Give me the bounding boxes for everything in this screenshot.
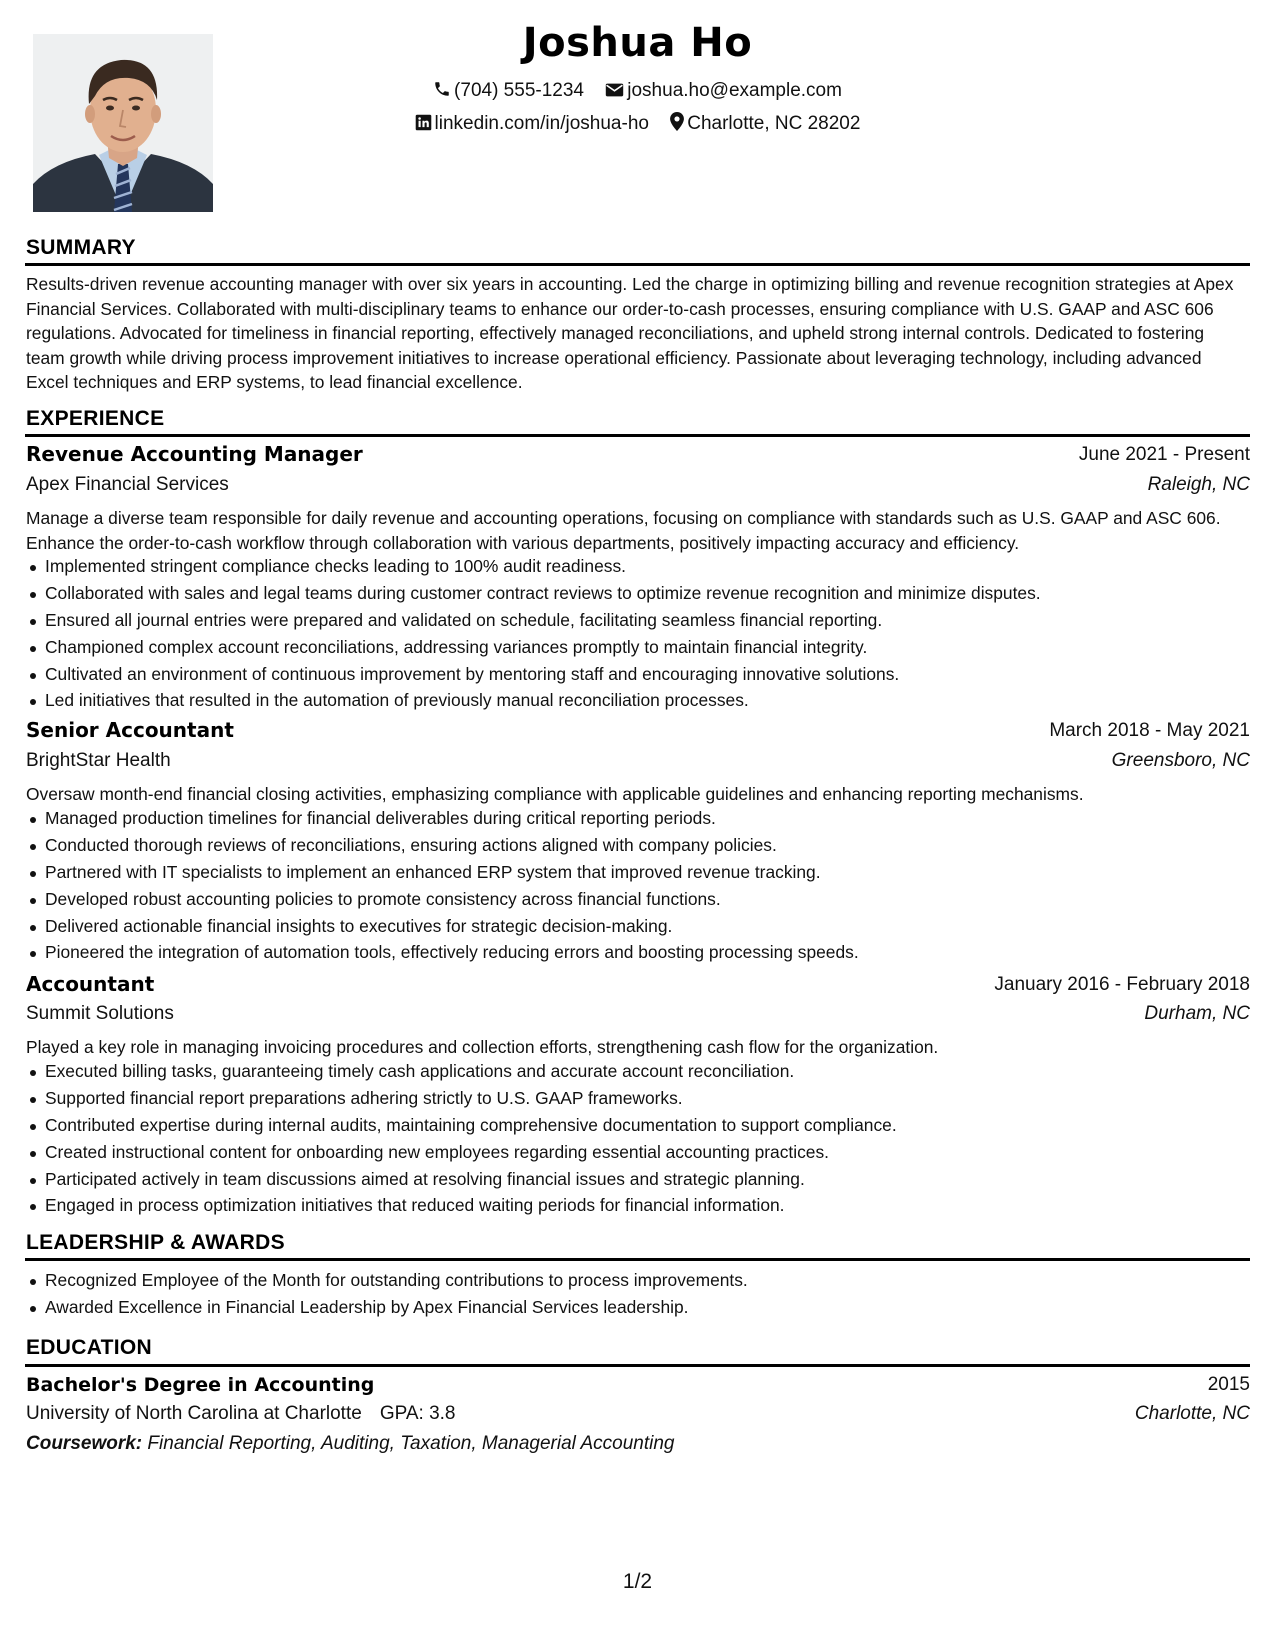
job-description: Manage a diverse team responsible for daily revenue and accounting operations, focusing on compliance with standards such as U.S. GAAP and ASC 606. Enhance the order-to-cash workflow through collaboration with various departments, positively impacting accuracy and efficiency. (26, 508, 1221, 553)
candidate-name: Joshua Ho (522, 20, 753, 66)
leadership-bullets (26, 1267, 1246, 1321)
contact-row-2 (0, 112, 1275, 135)
coursework-label: Coursework: (26, 1433, 143, 1454)
list-item: Delivered actionable financial insights to executives for strategic decision-making. (26, 913, 1246, 940)
list-item: Created instructional content for onboarding new employees regarding essential accounting practices. (26, 1139, 1246, 1166)
phone-contact[interactable] (433, 80, 584, 102)
list-item: Participated actively in team discussions aimed at resolving financial issues and strategic planning. (26, 1166, 1246, 1193)
job-company: Summit Solutions (26, 1003, 174, 1024)
list-item: Developed robust accounting policies to promote consistency across financial functions. (26, 886, 1246, 913)
map-pin-icon (670, 112, 684, 131)
list-item: Executed billing tasks, guaranteeing timely cash applications and accurate account reconciliation. (26, 1058, 1246, 1085)
phone-icon (433, 80, 451, 98)
summary-heading: SUMMARY (26, 236, 136, 259)
envelope-icon (605, 82, 624, 98)
list-item: Pioneered the integration of automation tools, effectively reducing errors and boosting processing speeds. (26, 939, 1246, 966)
job-dates: January 2016 - February 2018 (994, 974, 1250, 995)
list-item: Supported financial report preparations adhering strictly to U.S. GAAP frameworks. (26, 1085, 1246, 1112)
list-item: Collaborated with sales and legal teams during customer contract reviews to optimize revenue recognition and minimize disputes. (26, 580, 1246, 607)
job-bullets (26, 1058, 1246, 1219)
page-number: 1/2 (622, 1570, 653, 1593)
linkedin-contact[interactable] (415, 113, 649, 135)
list-item: Managed production timelines for financial deliverables during critical reporting periods. (26, 805, 1246, 832)
degree-title: Bachelor's Degree in Accounting (26, 1374, 375, 1396)
list-item: Partnered with IT specialists to implement an enhanced ERP system that improved revenue tracking. (26, 859, 1246, 886)
graduation-year: 2015 (1207, 1374, 1250, 1395)
gpa: GPA: 3.8 (379, 1403, 456, 1424)
job-bullets (26, 553, 1246, 714)
summary-text: Results-driven revenue accounting manager with over six years in accounting. Led the charge in optimizing billing and revenue recognition strategies at Apex Financial Services. Collaborated with multi-disciplinary teams to enhance our order-to-cash processes, ensuring compliance with U.S. GAAP and ASC 606 regulations. Advocated for timeliness in financial reporting, effectively managed reconciliations, and upheld strong internal controls. Dedicated to fostering team growth while driving process improvement initiatives to increase operational efficiency. Passionate about leveraging technology, including advanced Excel techniques and ERP systems, to lead financial excellence. (26, 274, 1234, 393)
job-location: Durham, NC (1144, 1003, 1250, 1024)
job-company: Apex Financial Services (26, 474, 229, 495)
job-description: Played a key role in managing invoicing procedures and collection efforts, strengthening cash flow for the organization. (26, 1037, 939, 1057)
education-heading: EDUCATION (26, 1336, 152, 1359)
location-contact (670, 112, 860, 135)
list-item: Engaged in process optimization initiatives that reduced waiting periods for financial information. (26, 1192, 1246, 1219)
job-dates: March 2018 - May 2021 (1049, 720, 1250, 741)
experience-rule (25, 434, 1250, 437)
contact-row-1 (0, 80, 1275, 102)
school-location: Charlotte, NC (1134, 1403, 1250, 1424)
email-text: joshua.ho@example.com (627, 80, 842, 101)
list-item: Ensured all journal entries were prepared and validated on schedule, facilitating seamless financial reporting. (26, 607, 1246, 634)
job-location: Greensboro, NC (1111, 750, 1250, 771)
education-rule (25, 1364, 1250, 1367)
school-line (26, 1403, 456, 1425)
list-item: Contributed expertise during internal audits, maintaining comprehensive documentation to support compliance. (26, 1112, 1246, 1139)
coursework-line (26, 1433, 674, 1455)
coursework-list: Financial Reporting, Auditing, Taxation, Managerial Accounting (147, 1433, 675, 1454)
list-item: Implemented stringent compliance checks leading to 100% audit readiness. (26, 553, 1246, 580)
phone-text: (704) 555-1234 (454, 80, 584, 101)
job-dates: June 2021 - Present (1078, 444, 1250, 465)
list-item: Championed complex account reconciliations, addressing variances promptly to maintain financial integrity. (26, 634, 1246, 661)
linkedin-icon (415, 114, 432, 131)
list-item: Awarded Excellence in Financial Leadership by Apex Financial Services leadership. (26, 1294, 1246, 1321)
list-item: Conducted thorough reviews of reconciliations, ensuring actions aligned with company policies. (26, 832, 1246, 859)
email-contact[interactable] (605, 80, 842, 102)
leadership-rule (25, 1258, 1250, 1261)
job-title: Senior Accountant (26, 718, 234, 742)
school-name: University of North Carolina at Charlotte (26, 1403, 362, 1424)
linkedin-text: linkedin.com/in/joshua-ho (434, 113, 649, 134)
list-item: Cultivated an environment of continuous improvement by mentoring staff and encouraging innovative solutions. (26, 661, 1246, 688)
experience-heading: EXPERIENCE (26, 407, 165, 430)
job-title: Revenue Accounting Manager (26, 442, 363, 466)
leadership-heading: LEADERSHIP & AWARDS (26, 1231, 285, 1254)
list-item: Led initiatives that resulted in the automation of previously manual reconciliation processes. (26, 687, 1246, 714)
job-description: Oversaw month-end financial closing activities, emphasizing compliance with applicable guidelines and enhancing reporting mechanisms. (26, 784, 1084, 804)
list-item: Recognized Employee of the Month for outstanding contributions to process improvements. (26, 1267, 1246, 1294)
job-title: Accountant (26, 972, 155, 996)
job-bullets (26, 805, 1246, 966)
location-text: Charlotte, NC 28202 (687, 113, 861, 134)
summary-rule (25, 263, 1250, 266)
job-company: BrightStar Health (26, 750, 171, 771)
job-location: Raleigh, NC (1147, 474, 1250, 495)
